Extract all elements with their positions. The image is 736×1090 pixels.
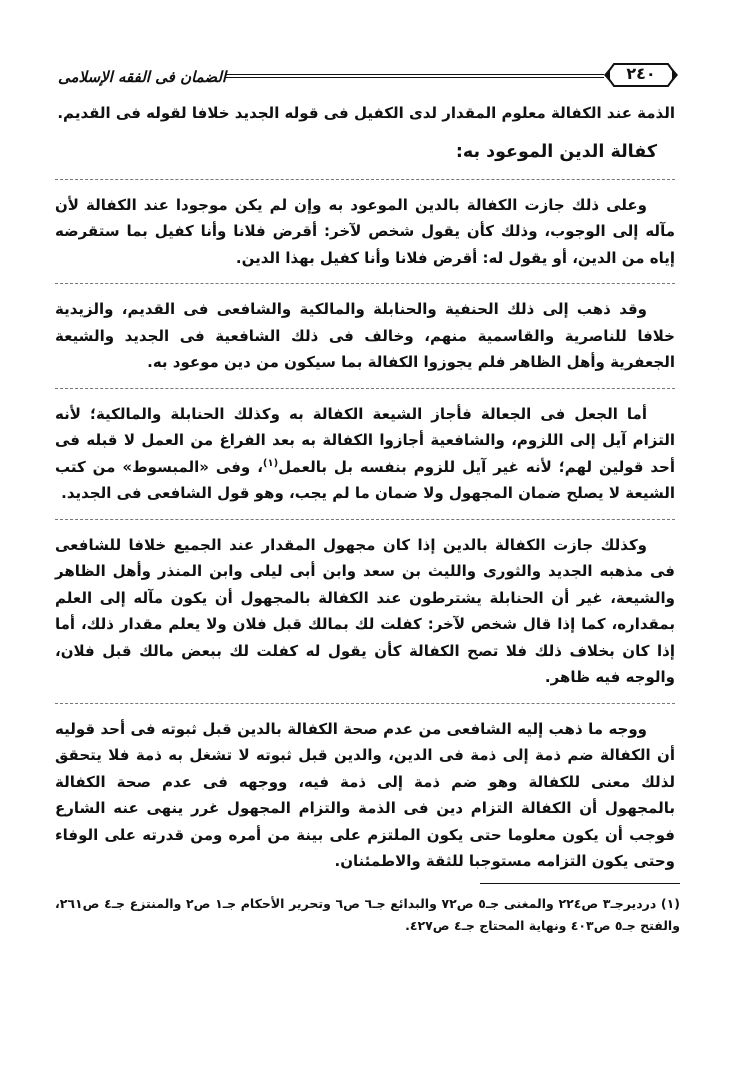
- footnote: (١) درديرجـ٣ ص٢٢٤ والمغنى جـ٥ ص٧٢ والبدائع جـ٦ ص٦ وتحرير الأحكام جـ١ ص٢ والمنتزع جـ٤ ص٢٦١، والفتح جـ٥ ص٤٠٣ ونهاية المحتاج جـ٤ ص٤٢٧.: [55, 896, 681, 933]
- paragraph: وقد ذهب إلى ذلك الحنفية والحنابلة والمالكية والشافعى فى القديم، والزيدية خلافا للناصرية والقاسمية منهم، وخالف فى ذلك الشافعية فى الجديد والشيعة الجعفرية وأهل الظاهر فلم يجوزوا الكفالة بما سيكون من دين موعود به.: [55, 300, 675, 371]
- paragraph: [55, 401, 675, 507]
- paragraph-divider: [55, 703, 675, 704]
- section-heading: كفالة الدين الموعود به:: [455, 141, 657, 162]
- section-divider: [55, 179, 675, 180]
- main-text: [55, 100, 675, 875]
- paragraph: وعلى ذلك جازت الكفالة بالدين الموعود به وإن لم يكن موجودا عند الكفالة لأن مآله إلى الوجوب، وذلك كأن يقول شخص لآخر: أقرض فلانا وأنا كفيل بما ستقرضه إياه من الدين، أو يقول له: أقرض فلانا وأنا كفيل بهذا الدين.: [55, 195, 675, 267]
- book-title: الضمان فى الفقه الإسلامى: [58, 68, 227, 86]
- paragraph-text: ، وفى «المبسوط» من كتب الشيعة لا يصلح ضمان المجهول ولا ضمان ما لم يجب، وهو قول الشافعى فى الجديد.: [55, 457, 675, 502]
- paragraph-divider: [55, 388, 675, 389]
- paragraph: وكذلك جازت الكفالة بالدين إذا كان مجهول المقدار عند الجميع خلافا للشافعى فى مذهبه الجديد والثورى والليث بن سعد وابن أبى ليلى وابن المنذر وأهل الظاهر والشيعة، غير أن الحنابلة يشترطون عند الكفالة بالمجهول أن يكون مآله إلى العلم بمقداره، كما إذا قال شخص لآخر: كفلت لك بمالك قبل فلان ولا يعلم مقدار ذلك، أما إذا كان بخلاف ذلك فلا تصح الكفالة كأن يقول له كفلت لك ببعض مالك قبل فلان، والوجه فيه ظاهر.: [55, 535, 675, 686]
- paragraph-divider: [55, 519, 675, 520]
- footnote-reference: (١): [262, 457, 279, 469]
- paragraph-continuation: الذمة عند الكفالة معلوم المقدار لدى الكفيل فى قوله الجديد خلافا لقوله فى القديم.: [57, 104, 675, 122]
- page-number: ٢٤٠: [626, 64, 656, 83]
- header-rule: [226, 74, 604, 78]
- paragraph-divider: [55, 283, 675, 284]
- running-header: [58, 62, 678, 92]
- paragraph-text: أما الجعل فى الجعالة فأجاز الشيعة الكفالة به وكذلك الحنابلة والمالكية؛ لأنه التزام آيل إلى اللزوم، والشافعية أجازوا الكفالة به بعد الفراغ من العمل لا قبله فى أحد قولين لهم؛ لأنه غير آيل للزوم بنفسه بل بالعمل: [55, 404, 675, 476]
- paragraph: ووجه ما ذهب إليه الشافعى من عدم صحة الكفالة بالدين قبل ثبوته فى أحد قوليه أن الكفالة ضم ذمة إلى ذمة فى الدين، والدين قبل ثبوته لا تشغل به ذمة فلا يتحقق لذلك معنى للكفالة وهو ضم ذمة إلى ذمة فيه، ووجهه فى عدم صحة الكفالة بالمجهول أن الكفالة التزام دين فى الذمة والتزام المجهول غرر ينهى عنه الشارع فوجب أن يكون معلوما حتى يكون الملتزم على بينة من أمره ومن قدرته على الوفاء وحتى يكون التزامه مستوجبا للثقة والاطمئنان.: [55, 719, 675, 870]
- footnote-rule: [480, 883, 680, 884]
- page-number-badge: [604, 62, 678, 88]
